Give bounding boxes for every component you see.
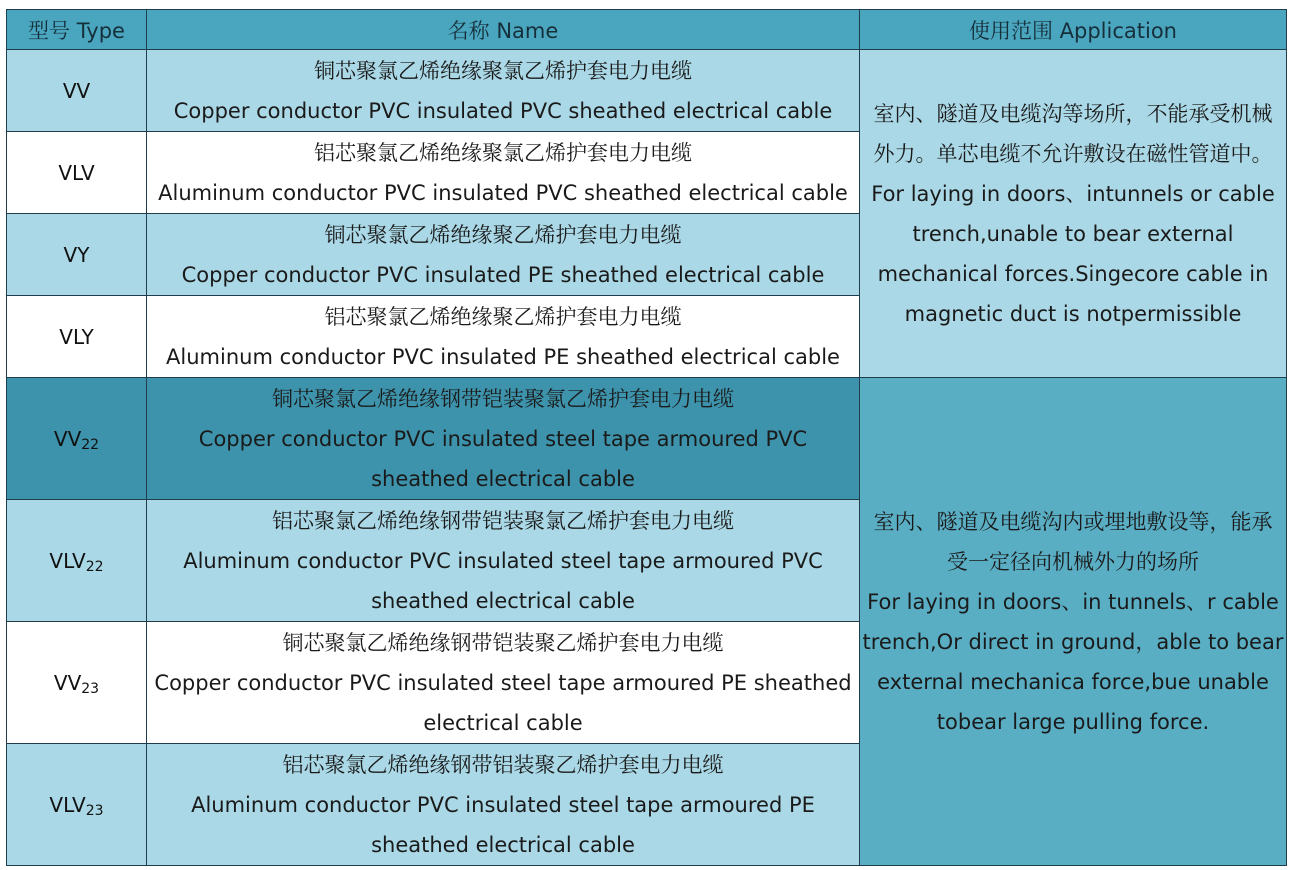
name-english: Aluminum conductor PVC insulated steel tape armoured PVC sheathed electrical cable <box>183 548 823 613</box>
type-cell <box>7 132 147 214</box>
name-chinese: 铜芯聚氯乙烯绝缘聚氯乙烯护套电力电缆 <box>314 58 692 83</box>
type-column-header: 型号 Type <box>7 10 147 50</box>
application-cell <box>860 50 1287 378</box>
name-chinese: 铝芯聚氯乙烯绝缘钢带铝装聚乙烯护套电力电缆 <box>282 752 724 777</box>
type-subscript: 23 <box>81 680 100 697</box>
name-english: Aluminum conductor PVC insulated steel tape armoured PE sheathed electrical cable <box>191 792 815 857</box>
type-subscript: 22 <box>85 558 104 575</box>
application-column-header: 使用范围 Application <box>860 10 1287 50</box>
table-row <box>7 50 1287 132</box>
type-cell <box>7 378 147 500</box>
name-chinese: 铝芯聚氯乙烯绝缘聚乙烯护套电力电缆 <box>324 304 682 329</box>
type-code: VV <box>53 670 82 695</box>
type-code: VV <box>62 78 91 103</box>
type-code: VY <box>63 242 90 267</box>
name-cell <box>147 296 860 378</box>
type-code: VLV <box>49 548 86 573</box>
name-english: Copper conductor PVC insulated steel tape armoured PE sheathed electrical cable <box>154 670 852 735</box>
type-cell <box>7 50 147 132</box>
name-chinese: 铜芯聚氯乙烯绝缘钢带铠装聚乙烯护套电力电缆 <box>282 630 724 655</box>
name-english: Copper conductor PVC insulated PE sheathed electrical cable <box>181 262 825 287</box>
name-english: Aluminum conductor PVC insulated PE sheathed electrical cable <box>166 344 840 369</box>
name-chinese: 铜芯聚氯乙烯绝缘钢带铠装聚氯乙烯护套电力电缆 <box>272 386 734 411</box>
type-subscript: 22 <box>81 436 100 453</box>
name-cell <box>147 378 860 500</box>
type-code: VLY <box>59 324 94 349</box>
type-code: VLV <box>58 160 95 185</box>
name-chinese: 铝芯聚氯乙烯绝缘钢带铠装聚氯乙烯护套电力电缆 <box>272 508 734 533</box>
type-cell <box>7 500 147 622</box>
name-cell <box>147 622 860 744</box>
type-code: VV <box>53 426 82 451</box>
name-english: Copper conductor PVC insulated PVC sheathed electrical cable <box>173 98 833 123</box>
type-subscript: 23 <box>85 802 104 819</box>
name-cell <box>147 744 860 866</box>
type-cell <box>7 214 147 296</box>
name-chinese: 铝芯聚氯乙烯绝缘聚氯乙烯护套电力电缆 <box>314 140 692 165</box>
application-cell <box>860 378 1287 866</box>
type-cell <box>7 622 147 744</box>
type-cell <box>7 296 147 378</box>
name-cell <box>147 500 860 622</box>
application-chinese: 室内、隧道及电缆沟等场所，不能承受机械外力。单芯电缆不允许敷设在磁性管道中。 <box>873 101 1273 166</box>
type-cell <box>7 744 147 866</box>
application-english: For laying in doors、in tunnels、r cable trench,Or direct in ground，able to bear external mechanica force,bue unable tobear large pulling force. <box>862 589 1284 734</box>
header-row <box>7 10 1287 50</box>
name-cell <box>147 132 860 214</box>
name-chinese: 铜芯聚氯乙烯绝缘聚乙烯护套电力电缆 <box>324 222 682 247</box>
cable-spec-table <box>6 9 1287 866</box>
name-english: Copper conductor PVC insulated steel tape armoured PVC sheathed electrical cable <box>198 426 808 491</box>
application-chinese: 室内、隧道及电缆沟内或埋地敷设等，能承受一定径向机械外力的场所 <box>873 509 1273 574</box>
application-english: For laying in doors、intunnels or cable trench,unable to bear external mechanical forces.Singecore cable in magnetic duct is notpermissible <box>871 181 1275 326</box>
name-cell <box>147 214 860 296</box>
type-code: VLV <box>49 792 86 817</box>
table-row <box>7 378 1287 500</box>
name-column-header: 名称 Name <box>147 10 860 50</box>
name-english: Aluminum conductor PVC insulated PVC sheathed electrical cable <box>158 180 848 205</box>
name-cell <box>147 50 860 132</box>
